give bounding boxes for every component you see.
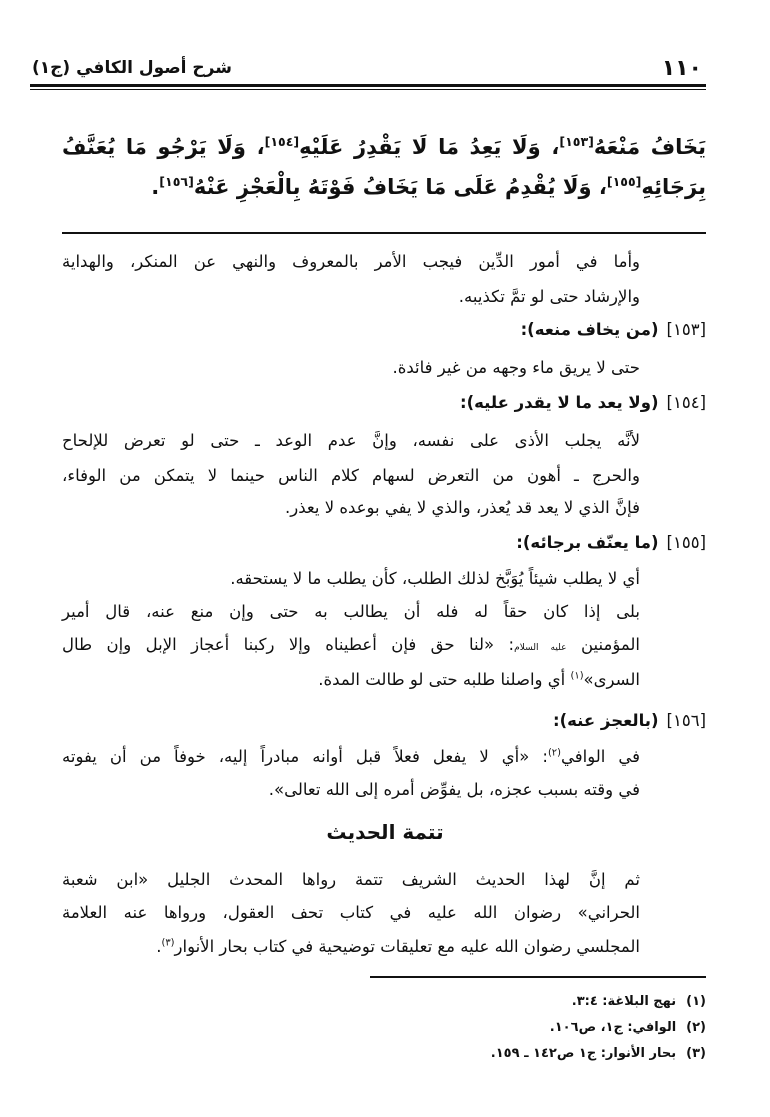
commentary-line	[62, 663, 640, 697]
commentary-line	[62, 491, 640, 525]
hadith-line	[62, 130, 706, 164]
footnote-text: الوافي: ج١، ص١٠٦.	[549, 1020, 677, 1035]
commentary-line	[62, 896, 640, 930]
text-run: وأما في أمور الدِّين فيجب الأمر بالمعروف والنهي عن المنكر، والهداية	[62, 252, 640, 271]
commentary-line	[62, 562, 640, 596]
note-heading	[516, 526, 706, 560]
note-label: (من يخاف منعه):	[520, 320, 659, 339]
commentary-line	[62, 424, 640, 458]
note-number: [١٥٦]	[666, 711, 706, 730]
note-number: [١٥٤]	[666, 393, 706, 412]
text-run: الحراني» رضوان الله عليه في كتاب تحف العقول، ورواها عنه العلامة	[62, 903, 640, 922]
commentary-line	[62, 740, 640, 774]
footnote-number: (٣)	[686, 1046, 706, 1061]
commentary-line	[62, 863, 640, 897]
text-run: : «أي لا يفعل فعلاً قبل أوانه مبادراً إليه، خوفاً من أن يفوته	[62, 747, 548, 766]
footnote	[491, 1037, 706, 1071]
text-run: في وقته بسبب عجزه، بل يفوِّض أمره إلى الله تعالى».	[268, 780, 640, 799]
text-run: والحرج ـ أهون من التعرض لسهام كلام الناس حينما لا يتمكن من الوفاء،	[62, 466, 640, 485]
text-run: .	[156, 937, 162, 956]
text-run: يَخَافُ مَنْعَهُ	[593, 135, 706, 159]
note-label: (بالعجز عنه):	[553, 711, 659, 730]
text-run: المجلسي رضوان الله عليه مع تعليقات توضيحية في كتاب بحار الأنوار	[174, 937, 640, 956]
section-title: تتمة الحديث	[326, 820, 444, 844]
text-run: والإرشاد حتى لو تمَّ تكذيبه.	[458, 287, 640, 306]
text-run: ، وَلَا يُقْدِمُ عَلَى مَا يَخَافُ فَوْتَهُ بِالْعَجْزِ عَنْهُ	[193, 175, 607, 199]
note-number: [١٥٣]	[666, 320, 706, 339]
note-heading	[521, 313, 706, 347]
note-heading	[553, 704, 706, 738]
text-run: .	[151, 175, 160, 199]
footnote-number: (٢)	[686, 1020, 706, 1035]
text-run: بلى إذا كان حقاً له فله أن يطالب به حتى وإن منع عنه، قال أمير	[62, 602, 640, 621]
note-label: (ما يعنّف برجائه):	[516, 533, 659, 552]
text-run: ، وَلَا يَعِدُ مَا لَا يَقْدِرُ عَلَيْهِ	[299, 135, 560, 159]
page-number: ١١٠	[661, 56, 702, 81]
text-run: أي لا يطلب شيئاً يُوَبَّخ لذلك الطلب، كأن يطلب ما لا يستحقه.	[230, 569, 640, 588]
reference-marker: [١٥٤]	[264, 134, 300, 149]
reference-marker: [١٥٥]	[606, 174, 642, 189]
text-run: السرى»	[583, 670, 640, 689]
text-run: لأنَّه يجلب الأذى على نفسه، وإنَّ عدم الوعد ـ حتى لو تعرض للإلحاح	[62, 431, 640, 450]
text-run: حتى لا يريق ماء وجهه من غير فائدة.	[392, 358, 640, 377]
footnote-rule	[370, 976, 706, 978]
header-rule-thin	[30, 89, 706, 90]
text-run: ثم إنَّ لهذا الحديث الشريف تتمة رواها المحدث الجليل «ابن شعبة	[62, 870, 640, 889]
commentary-line	[62, 930, 640, 964]
text-run: أي واصلنا طلبه حتى لو طالت المدة.	[318, 670, 571, 689]
text-run: المؤمنين	[566, 635, 641, 654]
footnote-number: (١)	[686, 994, 706, 1009]
footnote-text: نهج البلاغة: ٣:٤.	[571, 994, 677, 1009]
section-divider	[62, 232, 706, 234]
reference-marker: (٢)	[547, 747, 561, 759]
commentary-line	[62, 773, 640, 807]
text-run: فإنَّ الذي لا يعد قد يُعذر، والذي لا يفي بوعده لا يعذر.	[285, 498, 640, 517]
commentary-line	[62, 595, 640, 629]
note-heading	[460, 386, 706, 420]
commentary-line	[62, 245, 640, 279]
reference-marker: (٣)	[161, 937, 175, 949]
commentary-line	[62, 628, 640, 662]
running-header-title: شرح أصول الكافي (ج١)	[32, 58, 232, 78]
commentary-line	[62, 459, 640, 493]
reference-marker: (١)	[570, 670, 584, 682]
hadith-line	[62, 170, 706, 204]
text-run: ، وَلَا يَرْجُو مَا يُعَنَّفُ	[62, 135, 265, 159]
reference-marker: [١٥٣]	[559, 134, 594, 149]
text-run: في الوافي	[560, 747, 640, 766]
commentary-line	[62, 280, 640, 314]
honorific: عليه السلام	[514, 643, 567, 653]
text-run: بِرَجَائِهِ	[641, 175, 706, 199]
footnote-text: بحار الأنوار: ج١ ص١٤٢ ـ ١٥٩.	[490, 1046, 677, 1061]
note-number: [١٥٥]	[666, 533, 706, 552]
header-rule	[30, 84, 706, 87]
text-run: : «لنا حق فإن أعطيناه وإلا ركبنا أعجاز الإبل وإن طال	[62, 635, 515, 654]
commentary-line	[62, 351, 640, 385]
note-label: (ولا يعد ما لا يقدر عليه):	[459, 393, 659, 412]
reference-marker: [١٥٦]	[159, 174, 194, 189]
